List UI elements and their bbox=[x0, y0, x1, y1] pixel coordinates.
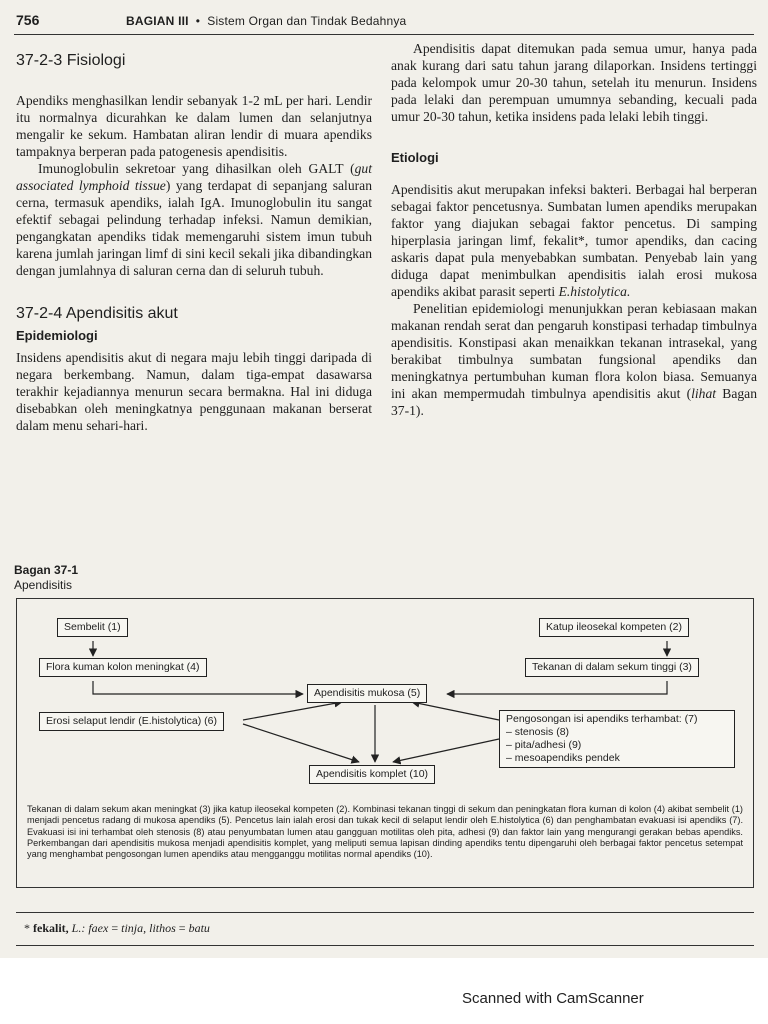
left-column bbox=[16, 40, 372, 434]
part-label: BAGIAN III bbox=[126, 14, 189, 28]
chapter-title: Sistem Organ dan Tindak Bedahnya bbox=[207, 14, 407, 28]
epidemiologi-heading: Epidemiologi bbox=[16, 328, 98, 343]
pengosongan-title: Pengosongan isi apendiks terhambat: (7) bbox=[506, 713, 698, 725]
footnote-word-1: tinja, lithos bbox=[121, 921, 176, 935]
arrow-pengosongan-komplet bbox=[393, 739, 499, 762]
epidemiologi-paragraph-2: Apendisitis dapat ditemukan pada semua umur, hanya pada anak kurang dari satu tahun jarang dilaporkan. Insidens tertinggi pada kelompok umur 20-30 tahun, setelah itu menurun. Insidens pada lelaki dan perempuan umumnya sebanding, kecuali pada umur 20-30 tahun, ketika insidens pada lelaki lebih tinggi. bbox=[391, 41, 757, 124]
arrow-flora-mukosa bbox=[93, 681, 303, 694]
footnote-term: fekalit, bbox=[33, 921, 72, 935]
box-flora-kuman: Flora kuman kolon meningkat (4) bbox=[39, 658, 207, 677]
footnote-abbr: L.: faex bbox=[71, 921, 109, 935]
footnote-equals: = bbox=[108, 921, 122, 935]
arrow-erosi-komplet bbox=[243, 724, 359, 762]
box-apendisitis-mukosa: Apendisitis mukosa (5) bbox=[307, 684, 427, 703]
arrow-pengosongan-mukosa bbox=[412, 702, 499, 720]
arrow-erosi-mukosa bbox=[243, 702, 342, 720]
camscanner-watermark: Scanned with CamScanner bbox=[462, 990, 644, 1007]
footnote-word-2: batu bbox=[188, 921, 210, 935]
pengosongan-list bbox=[506, 726, 728, 765]
box-sembelit: Sembelit (1) bbox=[57, 618, 128, 637]
apendisitis-diagram bbox=[16, 598, 754, 888]
pengosongan-item: – mesoapendiks pendek bbox=[506, 752, 620, 764]
box-erosi-selaput: Erosi selaput lendir (E.histolytica) (6) bbox=[39, 712, 224, 731]
diagram-caption: Tekanan di dalam sekum akan meningkat (3) jika katup ileosekal kompeten (2). Kombinasi tekanan tinggi di sekum dan peningkatan flora kuman di kolon (4) akibat sembelit (1) menjadi pencetus radang di mukosa apendiks (5). Pencetus lain ialah erosi dan tukak kecil di selaput lendir oleh E.histolytica (6) dan penghambatan evakuasi isi apendiks (7). Evakuasi isi ini terhambat oleh stenosis (8) atau penyumbatan lumen atau gangguan motilitas oleh pita, adhesi (9) dan faktor lain yang mengurangi gerakan bebas apendiks. Perkembangan dari apendisitis mukosa menjadi apendisitis komplet, yang meliputi semua lapisan dinding apendiks tentu dipengaruhi oleh berbagai faktor pencetus setempat yang menghambat pengosongan lumen apendiks atau mengganggu motilitas normal apendiks (10). bbox=[27, 804, 743, 860]
footnote-asterisk: * bbox=[24, 921, 30, 935]
diagram-subtitle: Apendisitis bbox=[14, 578, 73, 592]
footnote-fekalit bbox=[16, 912, 754, 946]
box-tekanan-sekum: Tekanan di dalam sekum tinggi (3) bbox=[525, 658, 699, 677]
section-fisiologi-heading: 37-2-3 Fisiologi bbox=[16, 52, 126, 69]
right-column bbox=[391, 40, 757, 419]
running-title bbox=[126, 14, 406, 28]
etiologi-paragraph-1: Apendisitis akut merupakan infeksi bakteri. Berbagai hal berperan sebagai faktor pencetusnya. Sumbatan lumen apendiks merupakan faktor yang diajukan sebagai faktor pencetus. Di samping hiperplasia jaringan limf, fekalit*, tumor apendiks, dan cacing askaris dapat pula menyebabkan sumbatan. Penyebab lain yang diduga dapat menimbulkan apendisitis ialah erosi mukosa apendiks akibat parasit seperti E.histolytica. bbox=[391, 182, 757, 299]
page-number: 756 bbox=[16, 12, 40, 28]
etiologi-paragraph-2: Penelitian epidemiologi menunjukkan peran kebiasaan makan makanan rendah serat dan pengaruh konstipasi terhadap timbulnya apendisitis. Konstipasi akan menaikkan tekanan intrasekal, yang berakibat timbulnya sumbatan fungsional apendiks dan meningkatnya pertumbuhan kuman flora kolon biasa. Semuanya ini akan mempermudah timbulnya apendisitis akut (lihat Bagan 37-1). bbox=[391, 301, 757, 418]
box-katup-ileosekal: Katup ileosekal kompeten (2) bbox=[539, 618, 689, 637]
epidemiologi-paragraph-1: Insidens apendisitis akut di negara maju lebih tinggi daripada di negara berkembang. Namun, dalam tiga-empat dasawarsa terakhir kejadiannya menurun secara bermakna. Hal ini diduga disebabkan oleh meningkatnya penggunaan makanan berserat dalam menu sehari-hari. bbox=[16, 350, 372, 433]
etiologi-heading: Etiologi bbox=[391, 150, 439, 165]
running-header bbox=[14, 12, 754, 35]
diagram-title bbox=[14, 563, 78, 593]
header-bullet: • bbox=[195, 14, 201, 28]
box-apendisitis-komplet: Apendisitis komplet (10) bbox=[309, 765, 435, 784]
fisiologi-paragraph-1: Apendiks menghasilkan lendir sebanyak 1-2 mL per hari. Lendir itu normalnya dicurahkan ke dalam lumen dan selanjutnya mengalir ke sekum. Hambatan aliran lendir di muara apendiks tampaknya berperan pada patogenesis apendisitis. bbox=[16, 93, 372, 159]
diagram-number: Bagan 37-1 bbox=[14, 563, 79, 577]
box-pengosongan-terhambat bbox=[499, 710, 735, 768]
section-apendisitis-heading: 37-2-4 Apendisitis akut bbox=[16, 305, 178, 322]
footnote-equals: = bbox=[175, 921, 189, 935]
arrow-tekanan-mukosa bbox=[447, 681, 667, 694]
fisiologi-paragraph-2: Imunoglobulin sekretoar yang dihasilkan oleh GALT (gut associated lymphoid tissue) yang terdapat di sepanjang saluran cerna, termasuk apendiks, ialah IgA. Imunoglobulin itu sangat efektif sebagai pelindung terhadap infeksi. Namun demikian, pengangkatan apendiks tidak memengaruhi sistem imun tubuh karena jumlah jaringan limf di sini kecil sekali jika dibandingkan dengan jumlahnya di saluran cerna dan di seluruh tubuh. bbox=[16, 161, 372, 278]
pengosongan-item: – stenosis (8) bbox=[506, 726, 570, 738]
pengosongan-item: – pita/adhesi (9) bbox=[506, 739, 582, 751]
